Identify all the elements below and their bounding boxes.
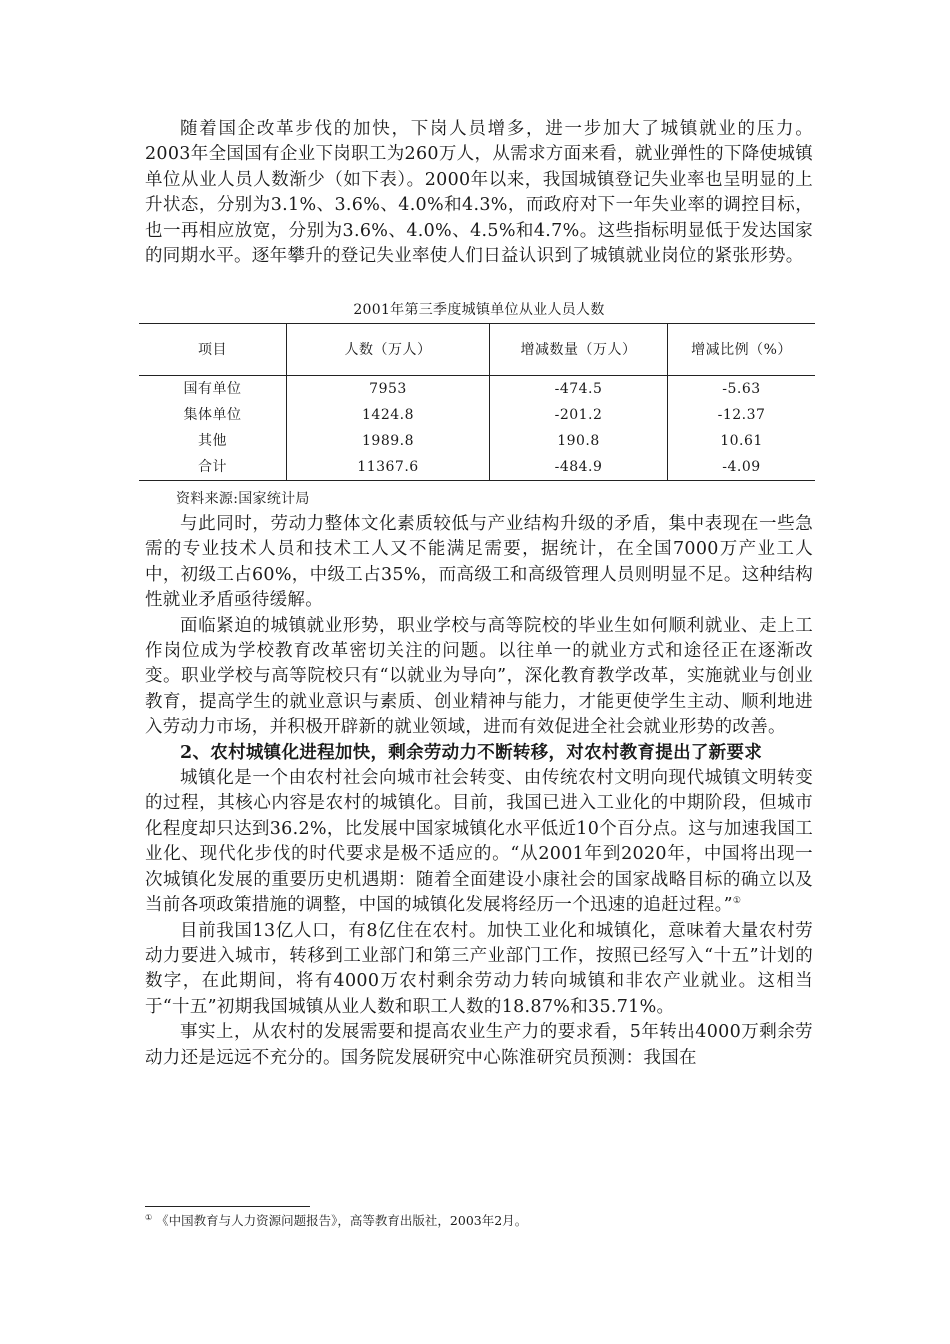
footnote-divider	[145, 1206, 310, 1207]
paragraph-labor-transfer: 事实上，从农村的发展需要和提高农业生产力的要求看，5年转出4000万剩余劳动力还是远远不充分的。国务院发展研究中心陈淮研究员预测：我国在	[145, 1022, 813, 1068]
table-cell: -5.63	[668, 376, 816, 403]
table-cell: -484.9	[490, 454, 668, 481]
table-header-ratio: 增减比例（%）	[668, 324, 816, 376]
footnote	[145, 1212, 527, 1230]
table-cell: 1424.8	[287, 402, 490, 428]
table-caption: 2001年第三季度城镇单位从业人员人数	[353, 302, 605, 318]
paragraph-labor-quality: 与此同时，劳动力整体文化素质较低与产业结构升级的矛盾，集中表现在一些急需的专业技术人员和技术工人又不能满足需要，据统计，在全国7000万产业工人中，初级工占60%，中级工占35%，而高级工和高级管理人员则明显不足。这种结构性就业矛盾亟待缓解。	[145, 514, 813, 611]
table-cell: 合计	[139, 454, 287, 481]
table-header-row	[139, 324, 815, 376]
table-cell: -4.09	[668, 454, 816, 481]
footnote-text: 《中国教育与人力资源问题报告》，高等教育出版社，2003年2月。	[156, 1213, 528, 1228]
table-cell: 7953	[287, 376, 490, 403]
paragraph-school-employment: 面临紧迫的城镇就业形势，职业学校与高等院校的毕业生如何顺利就业、走上工作岗位成为学校教育改革密切关注的问题。以往单一的就业方式和途径正在逐渐改变。职业学校与高等院校只有“以就业为导向”，深化教育教学改革，实施就业与创业教育，提高学生的就业意识与素质、创业精神与能力，才能更使学生主动、顺利地进入劳动力市场，并积极开辟新的就业领域，进而有效促进全社会就业形势的改善。	[145, 615, 813, 738]
table-cell: 11367.6	[287, 454, 490, 481]
table-cell: -474.5	[490, 376, 668, 403]
section-heading: 2、农村城镇化进程加快，剩余劳动力不断转移，对农村教育提出了新要求	[180, 742, 763, 763]
table-row	[139, 402, 815, 428]
table-cell: 国有单位	[183, 381, 242, 397]
footnote-reference[interactable]: ①	[732, 896, 742, 907]
paragraph-urbanization	[145, 766, 813, 918]
intro-text	[145, 117, 813, 269]
table-cell: 集体单位	[183, 407, 242, 423]
table-header-count: 人数（万人）	[287, 324, 490, 376]
table-cell: 其他	[198, 433, 227, 449]
paragraph-urbanization-text: 城镇化是一个由农村社会向城市社会转变、由传统农村文明向现代城镇文明转变的过程，其核心内容是农村的城镇化。目前，我国已进入工业化的中期阶段，但城市化程度却只达到36.2%，比发展中国家城镇化水平低近10个百分点。这与加速我国工业化、现代化步伐的时代要求是极不适应的。“从2001年到2020年，中国将出现一次城镇化发展的重要历史机遇期：随着全面建设小康社会的国家战略目标的确立以及当前各项政策措施的调整，中国的城镇化发展将经历一个迅速的追赶过程。”	[145, 768, 813, 916]
table-cell: 10.61	[668, 428, 816, 454]
table-header-change: 增减数量（万人）	[490, 324, 668, 376]
table-row	[139, 454, 815, 481]
table-source: 资料来源:国家统计局	[176, 491, 310, 507]
paragraph-rural-population: 目前我国13亿人口，有8亿住在农村。加快工业化和城镇化，意味着大量农村劳动力要进入城市，转移到工业部门和第三产业部门工作，按照已经写入“十五”计划的数字，在此期间，将有4000万农村剩余劳动力转向城镇和非农产业就业。这相当于“十五”初期我国城镇从业人数和职工人数的18.87%和35.71%。	[145, 920, 813, 1017]
table-header-item: 项目	[139, 324, 287, 376]
employment-table	[139, 323, 815, 481]
table-cell: 1989.8	[287, 428, 490, 454]
table-row	[139, 428, 815, 454]
body-text	[145, 512, 813, 1071]
table-cell: 190.8	[490, 428, 668, 454]
table-cell: -12.37	[668, 402, 816, 428]
footnote-marker: ①	[145, 1212, 153, 1222]
table-cell: -201.2	[490, 402, 668, 428]
table-row	[139, 376, 815, 403]
paragraph-employment-pressure: 随着国企改革步伐的加快，下岗人员增多，进一步加大了城镇就业的压力。2003年全国国有企业下岗职工为260万人，从需求方面来看，就业弹性的下降使城镇单位从业人员人数渐少（如下表）。2000年以来，我国城镇登记失业率也呈明显的上升状态，分别为3.1%、3.6%、4.0%和4.3%，而政府对下一年失业率的调控目标，也一再相应放宽，分别为3.6%、4.0%、4.5%和4.7%。这些指标明显低于发达国家的同期水平。逐年攀升的登记失业率使人们日益认识到了城镇就业岗位的紧张形势。	[145, 119, 813, 267]
